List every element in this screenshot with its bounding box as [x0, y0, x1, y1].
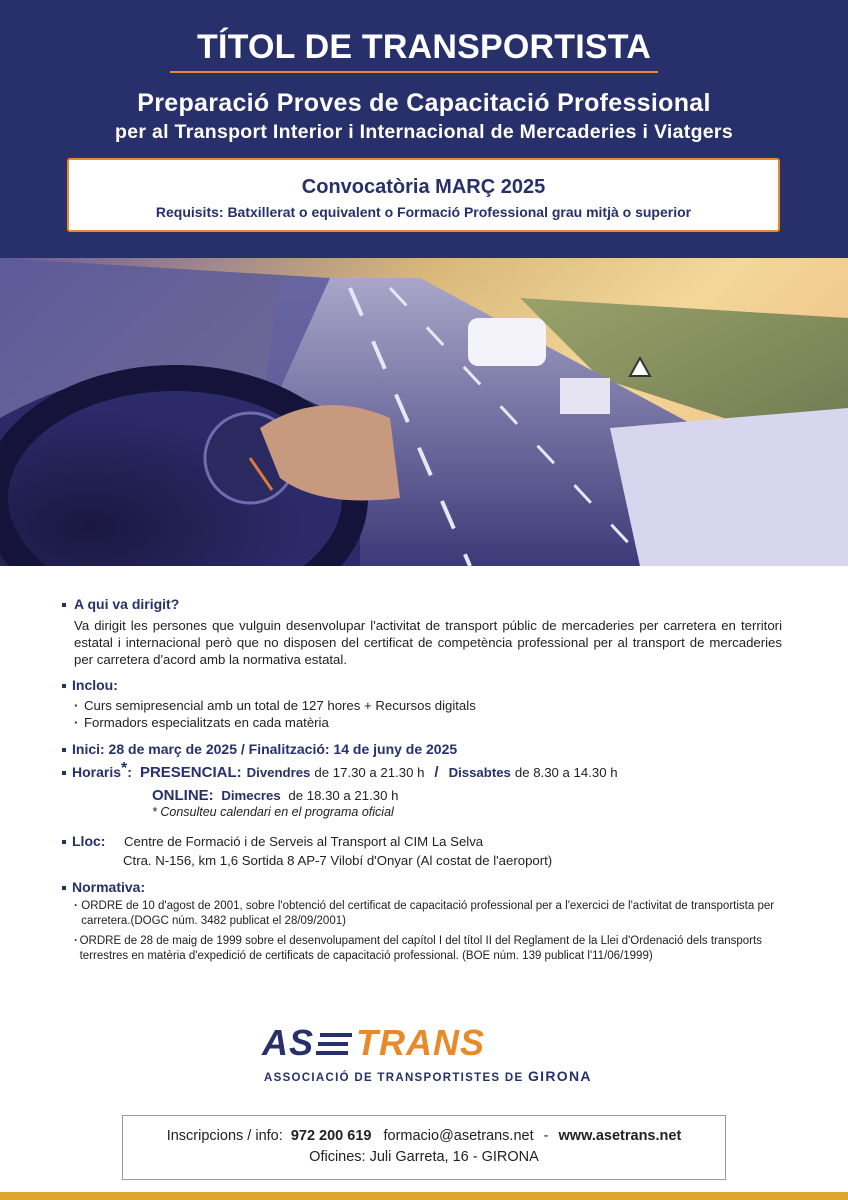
- presencial-label: PRESENCIAL:: [139, 764, 242, 781]
- contact-line: [123, 1128, 725, 1144]
- qui-paragraph: Va dirigit les persones que vulguin desenvolupar l'activitat de transport públic de mercaderies per carretera en territori estatal i internacional però que no disposen del certificat de competència professional per al transport de mercaderies per carretera d'acord amb la normativa estatal.: [74, 618, 782, 667]
- title-underline: [170, 71, 658, 73]
- bullet-icon: [62, 748, 66, 752]
- highway-illustration: [0, 258, 848, 566]
- bullet-icon: [62, 603, 66, 607]
- phone-number[interactable]: 972 200 619: [290, 1128, 372, 1144]
- contact-box: [122, 1115, 726, 1180]
- header-banner: [0, 0, 848, 258]
- dimecres-time: de 18.30 a 21.30 h: [288, 788, 399, 803]
- inclou-heading-text: Inclou:: [72, 677, 118, 693]
- lloc-label: Lloc:: [72, 833, 106, 849]
- subtitle-1: Preparació Proves de Capacitació Professional: [137, 89, 711, 117]
- driving-photo: [0, 258, 848, 566]
- divendres-label: Divendres: [246, 765, 311, 780]
- section-normativa-heading: [62, 879, 782, 896]
- logo-e-mark-icon: [316, 1024, 354, 1066]
- dissabtes-label: Dissabtes: [448, 765, 511, 780]
- logo-as: AS: [262, 1022, 315, 1063]
- subtitle-2: per al Transport Interior i Internacional de Mercaderies i Viatgers: [115, 121, 733, 143]
- online-label: ONLINE:: [152, 787, 214, 804]
- dot-bullet-icon: ·: [74, 935, 78, 947]
- inclou-item-text: Curs semipresencial amb un total de 127 hores + Recursos digitals: [84, 698, 476, 713]
- list-item: [74, 934, 782, 963]
- divendres-time: de 17.30 a 21.30 h: [314, 765, 425, 780]
- horaris-label: Horaris: [72, 764, 122, 780]
- lloc-line: [62, 833, 782, 850]
- online-line: [152, 787, 782, 804]
- logo-tagline-text: ASSOCIACIÓ DE TRANSPORTISTES DE: [264, 1072, 524, 1084]
- logo-wordmark: [262, 1022, 485, 1066]
- asetrans-logo: [262, 1022, 592, 1088]
- main-content: [62, 596, 782, 963]
- truck-shape: [610, 408, 848, 566]
- van-shape: [560, 378, 610, 414]
- convocatoria-box: [67, 158, 780, 232]
- bullet-icon: [62, 771, 66, 775]
- bullet-icon: [62, 886, 66, 890]
- bullet-icon: [62, 840, 66, 844]
- qui-heading-text: A qui va dirigit?: [74, 596, 180, 612]
- lloc-line2: Ctra. N-156, km 1,6 Sortida 8 AP-7 Vilobí d'Onyar (Al costat de l'aeroport): [123, 853, 553, 868]
- email-link[interactable]: formacio@asetrans.net: [383, 1128, 534, 1144]
- list-item: [74, 899, 782, 928]
- inici-line: [62, 741, 782, 758]
- horaris-star: *: [121, 760, 128, 777]
- list-item: [74, 714, 782, 731]
- lloc-line1: Centre de Formació i de Serveis al Transport al CIM La Selva: [124, 834, 484, 849]
- dissabtes-time: de 8.30 a 14.30 h: [514, 765, 618, 780]
- normativa-heading-text: Normativa:: [72, 879, 146, 895]
- bottom-accent-bar: [0, 1192, 848, 1200]
- inclou-item-text: Formadors especialitzats en cada matèria: [84, 715, 329, 730]
- inscripcions-label: Inscripcions / info:: [166, 1128, 283, 1144]
- website-link[interactable]: www.asetrans.net: [558, 1128, 682, 1144]
- logo-trans: TRANS: [356, 1022, 486, 1063]
- horaris-line: Horaris * : PRESENCIAL: Divendres de 17.30 a 21.30 h / Dissabtes de 8.30 a 14.30 h: [62, 764, 782, 781]
- dot-bullet-icon: ·: [74, 715, 79, 730]
- section-qui-heading: [62, 596, 782, 613]
- section-inclou-heading: [62, 677, 782, 694]
- normativa-item-text: ORDRE de 28 de maig de 1999 sobre el desenvolupament del capítol I del títol II del Reglament de la Llei d'Ordenació dels transports terrestres en matèria d'expedició de certificats de capacitació professional. (BOE núm. 139 publicat l'11/06/1999): [79, 935, 762, 962]
- logo-tagline: [264, 1068, 592, 1084]
- logo-tagline-city: GIRONA: [527, 1068, 592, 1084]
- requisits-text: Requisits: Batxillerat o equivalent o Formació Professional grau mitjà o superior: [155, 204, 692, 220]
- dot-bullet-icon: ·: [74, 900, 78, 912]
- dot-bullet-icon: ·: [74, 698, 79, 713]
- list-item: [74, 697, 782, 714]
- bus-shape: [468, 318, 546, 366]
- contact-separator: -: [543, 1128, 549, 1144]
- dimecres-label: Dimecres: [221, 788, 281, 803]
- schedule-separator: /: [434, 764, 439, 781]
- address-line: Oficines: Juli Garreta, 16 - GIRONA: [309, 1149, 539, 1165]
- normativa-item-text: ORDRE de 10 d'agost de 2001, sobre l'obtenció del certificat de capacitació professional per a l'exercici de l'activitat de transportista per carretera.(DOGC núm. 3482 publicat el 28/09/2001): [81, 900, 775, 927]
- calendari-note: * Consulteu calendari en el programa oficial: [152, 805, 394, 819]
- convocatoria-title: Convocatòria MARÇ 2025: [301, 176, 546, 198]
- page-title: TÍTOL DE TRANSPORTISTA: [197, 28, 651, 66]
- bullet-icon: [62, 684, 66, 688]
- inici-text: Inici: 28 de març de 2025 / Finalització: 14 de juny de 2025: [72, 741, 458, 757]
